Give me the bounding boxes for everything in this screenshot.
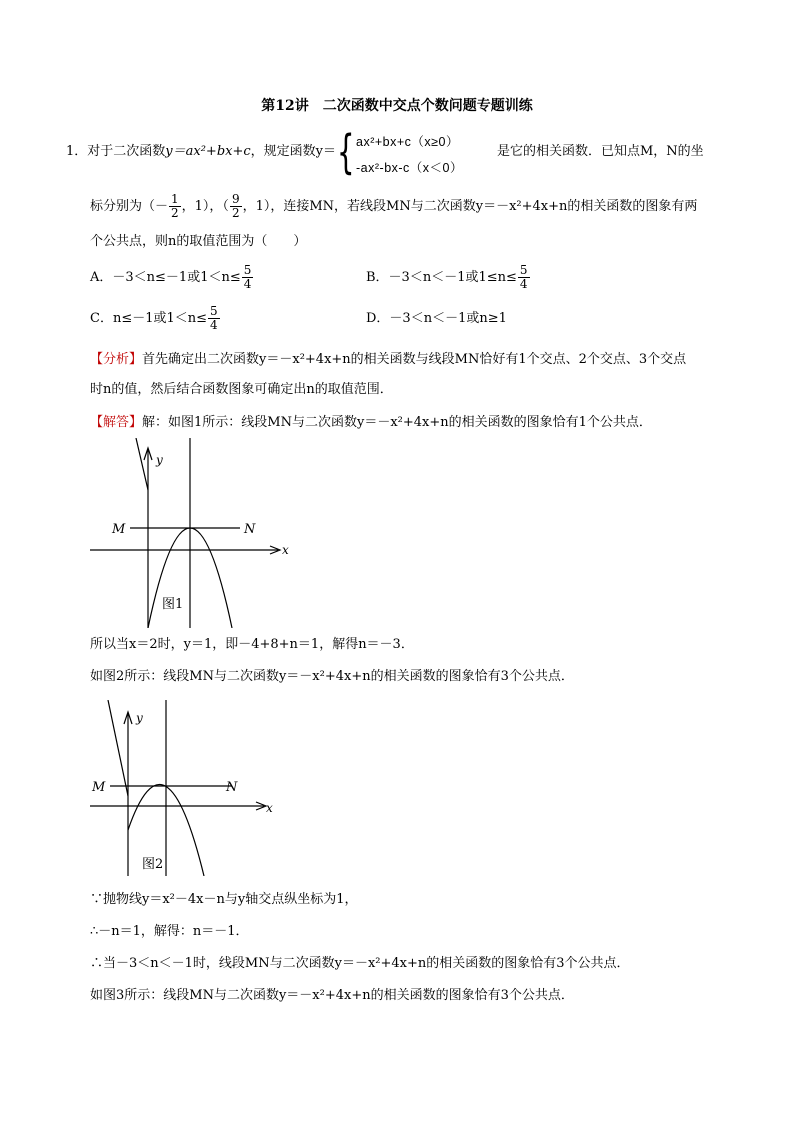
- question-line-2c: ，1），连接MN，若线段MN与二次函数y＝－x²+4x+n的相关函数的图象有两: [242, 199, 698, 214]
- fraction-denominator: 2: [231, 206, 240, 220]
- fraction-five-quarters: [242, 264, 254, 291]
- solution-line-when: ∴当－3＜n＜－1时，线段MN与二次函数y＝－x²+4x+n的相关函数的图象恰有3个公共点．: [90, 956, 630, 971]
- figure-2: [86, 700, 286, 876]
- option-d[interactable]: D．－3＜n＜－1或n≥1: [366, 311, 507, 326]
- solution-tag: 【解答】: [90, 415, 143, 430]
- solution-line-fig2: 如图2所示：线段MN与二次函数y＝－x²+4x+n的相关函数的图象恰有3个公共点．: [90, 669, 574, 684]
- page-title: 第12讲 二次函数中交点个数问题专题训练: [261, 98, 533, 114]
- solution-line-therefore: ∴－n＝1，解得：n＝－1．: [90, 924, 249, 939]
- question-line-2b: ，1），（: [181, 199, 229, 214]
- fraction-numerator: 5: [243, 263, 252, 277]
- fraction-numerator: 5: [210, 304, 218, 318]
- question-number: 1．: [66, 144, 88, 159]
- fraction-denominator: 4: [243, 277, 252, 291]
- option-c-label: C．n≤－1或1＜n≤: [90, 311, 208, 326]
- fraction-numerator: 9: [231, 192, 240, 206]
- option-c[interactable]: [90, 304, 221, 334]
- question-line-3: 个公共点，则n的取值范围为（ ）: [90, 234, 307, 249]
- option-b[interactable]: [366, 263, 531, 293]
- fraction-denominator: 4: [519, 277, 528, 291]
- label-n: N: [244, 522, 256, 537]
- question-tail-1: 是它的相关函数．已知点M，N的坐: [497, 144, 704, 159]
- label-n: N: [226, 780, 238, 795]
- fraction-numerator: 5: [519, 263, 528, 277]
- figure-1: [86, 438, 296, 628]
- option-a[interactable]: [90, 263, 254, 293]
- left-curve-branch: [136, 438, 148, 490]
- solution-line-so: 所以当x＝2时，y＝1，即－4+8+n＝1，解得n＝－3．: [90, 637, 414, 652]
- solution-text-1: 解：如图1所示：线段MN与二次函数y＝－x²+4x+n的相关函数的图象恰有1个公共点．: [142, 415, 652, 430]
- question-intro-2: ，规定函数y＝: [250, 144, 337, 159]
- analysis-tag: 【分析】: [90, 352, 143, 367]
- solution-line-fig3: 如图3所示：线段MN与二次函数y＝－x²+4x+n的相关函数的图象恰有3个公共点．: [90, 988, 574, 1003]
- piecewise-case-2: -ax²-bx-c（x＜0）: [356, 161, 464, 175]
- piecewise-case-1: ax²+bx+c（x≥0）: [356, 135, 459, 149]
- analysis-line-2: 时n的值，然后结合函数图象可确定出n的取值范围．: [90, 382, 393, 397]
- fraction-half: [169, 193, 181, 220]
- figure-2-caption: 图2: [142, 857, 164, 872]
- fraction-nine-halves: [230, 193, 242, 220]
- question-function: y＝ax²+bx+c: [165, 144, 251, 159]
- solution-line-because: ∵抛物线y＝x²－4x－n与y轴交点纵坐标为1，: [90, 892, 358, 907]
- option-a-label: A．－3＜n≤－1或1＜n≤: [90, 270, 241, 285]
- question-line-1: [66, 143, 336, 161]
- fraction-numerator: 1: [171, 192, 179, 206]
- fraction-five-quarters: [208, 305, 220, 332]
- analysis-line-1: [90, 351, 686, 369]
- analysis-text-1: 首先确定出二次函数y＝－x²+4x+n的相关函数与线段MN恰好有1个交点、2个交点、3个交点: [142, 352, 687, 367]
- option-b-label: B．－3＜n＜－1或1≤n≤: [366, 270, 517, 285]
- fraction-denominator: 4: [210, 318, 218, 332]
- label-y: y: [136, 711, 143, 725]
- question-line-2a: 标分别为（－: [90, 199, 169, 214]
- fraction-denominator: 2: [171, 206, 179, 220]
- question-line-2: [90, 193, 697, 221]
- piecewise-brace: {: [337, 125, 355, 179]
- solution-line-1: [90, 414, 652, 432]
- question-intro: 对于二次函数: [87, 144, 166, 159]
- left-curve-branch: [108, 700, 128, 796]
- label-y: y: [156, 453, 163, 467]
- label-m: M: [112, 522, 126, 537]
- label-m: M: [92, 780, 106, 795]
- label-x: x: [266, 801, 273, 815]
- label-x: x: [282, 543, 289, 557]
- figure-1-caption: 图1: [162, 597, 184, 612]
- fraction-five-quarters: [518, 264, 530, 291]
